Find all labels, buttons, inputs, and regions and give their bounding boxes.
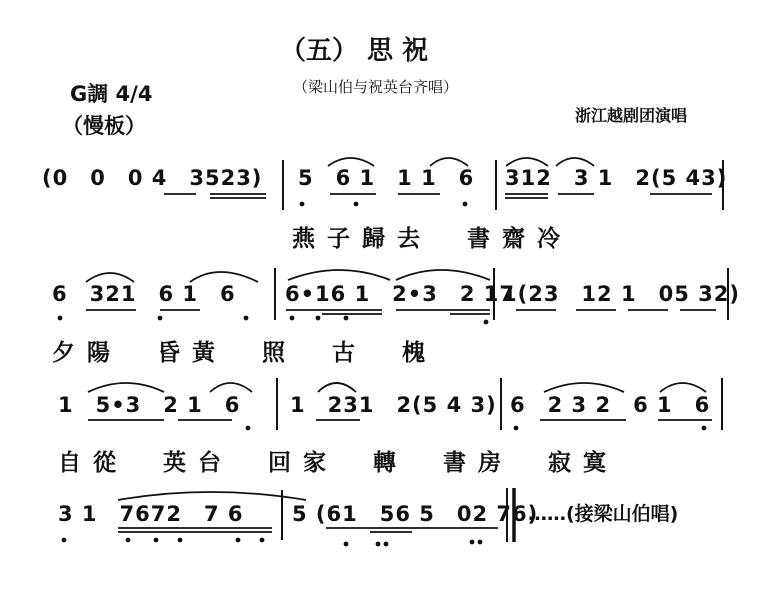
slur xyxy=(506,158,548,166)
measure-4-2: 5 (61 56 5 02 76) xyxy=(292,502,539,526)
measure-1-3: 312 3 1 2(5 43) xyxy=(505,166,728,190)
measure-2-3: 1(23 12 1 05 32) xyxy=(502,282,740,306)
slur xyxy=(556,158,594,166)
slur xyxy=(88,383,164,392)
slur xyxy=(328,158,374,166)
slur xyxy=(86,273,134,282)
slur xyxy=(660,383,706,392)
measure-3-1: 1 5•3 2 1 6 xyxy=(58,393,241,417)
measure-3-3: 6 2 3 2 6 1 6 xyxy=(510,393,711,417)
slur xyxy=(210,383,252,392)
measure-4-1: 3 1 7672 7 6 xyxy=(58,502,244,526)
slur xyxy=(430,158,468,166)
key-signature: G調 4/4 xyxy=(70,82,153,106)
song-subtitle: （梁山伯与祝英台齐唱） xyxy=(293,78,459,96)
song-title: （五） 思 祝 xyxy=(280,36,429,66)
lyrics-line-1: 燕子歸去 書齋冷 xyxy=(292,226,572,252)
tempo-marking: （慢板） xyxy=(62,114,146,138)
slur xyxy=(118,492,306,500)
continuation-note: ……(接梁山伯唱) xyxy=(528,503,679,525)
lyrics-line-3: 自從 英台 回家 轉 書房 寂寞 xyxy=(58,450,618,476)
measure-2-2: 6•16 1 2•3 2 17 xyxy=(285,282,515,306)
measure-1-2: 5 6 1 1 1 6 xyxy=(298,166,475,190)
measure-1-1: (0 0 0 4 3523) xyxy=(42,166,263,190)
slur xyxy=(318,383,356,392)
slur xyxy=(288,270,390,280)
lyrics-line-2: 夕陽 昏黃 照 古 槐 xyxy=(52,340,437,366)
performer-credit: 浙江越剧团演唱 xyxy=(575,106,688,125)
slur xyxy=(396,270,490,280)
measure-3-2: 1 231 2(5 4 3) xyxy=(290,393,497,417)
slur xyxy=(544,383,624,392)
slur xyxy=(190,272,258,282)
measure-2-1: 6 321 6 1 6 xyxy=(52,282,236,306)
